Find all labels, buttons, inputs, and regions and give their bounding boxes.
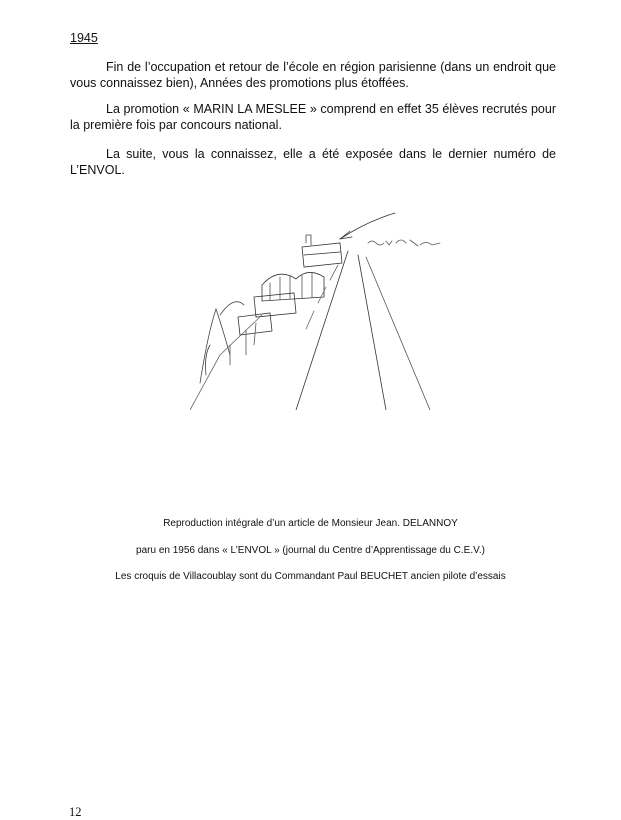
sketch-runway-edge-left (296, 251, 348, 410)
paragraph-promotion (70, 101, 556, 133)
caption-publication: paru en 1956 dans « L’ENVOL » (journal du Centre d’Apprentissage du C.E.V.) (136, 545, 485, 556)
paragraph-text: Fin de l’occupation et retour de l’école en région parisienne (dans un endroit que vous connaissez bien), Années des promotions plus étoffées. (70, 60, 556, 90)
paragraph-text: La suite, vous la connaissez, elle a été exposée dans le dernier numéro de L’ENVOL. (70, 147, 556, 177)
page-number: 12 (69, 805, 82, 819)
villacoublay-sketch-illustration (190, 205, 460, 410)
sketch-runway-edge-right (358, 255, 386, 410)
paragraph-text: La promotion « MARIN LA MESLEE » comprend en effet 35 élèves recrutés pour la première fois par concours national. (70, 102, 556, 132)
sketch-scribble-label (368, 240, 440, 246)
sketch-hangar (262, 272, 324, 301)
sketch-arrow (340, 213, 395, 239)
section-heading-year: 1945 (70, 31, 98, 45)
caption-sketch-credit: Les croquis de Villacoublay sont du Commandant Paul BEUCHET ancien pilote d’essais (115, 571, 506, 582)
paragraph-occupation-end (70, 59, 556, 91)
caption-reproduction: Reproduction intégrale d’un article de Monsieur Jean. DELANNOY (163, 518, 458, 529)
sketch-building-top (302, 243, 342, 267)
paragraph-conclusion (70, 146, 556, 178)
